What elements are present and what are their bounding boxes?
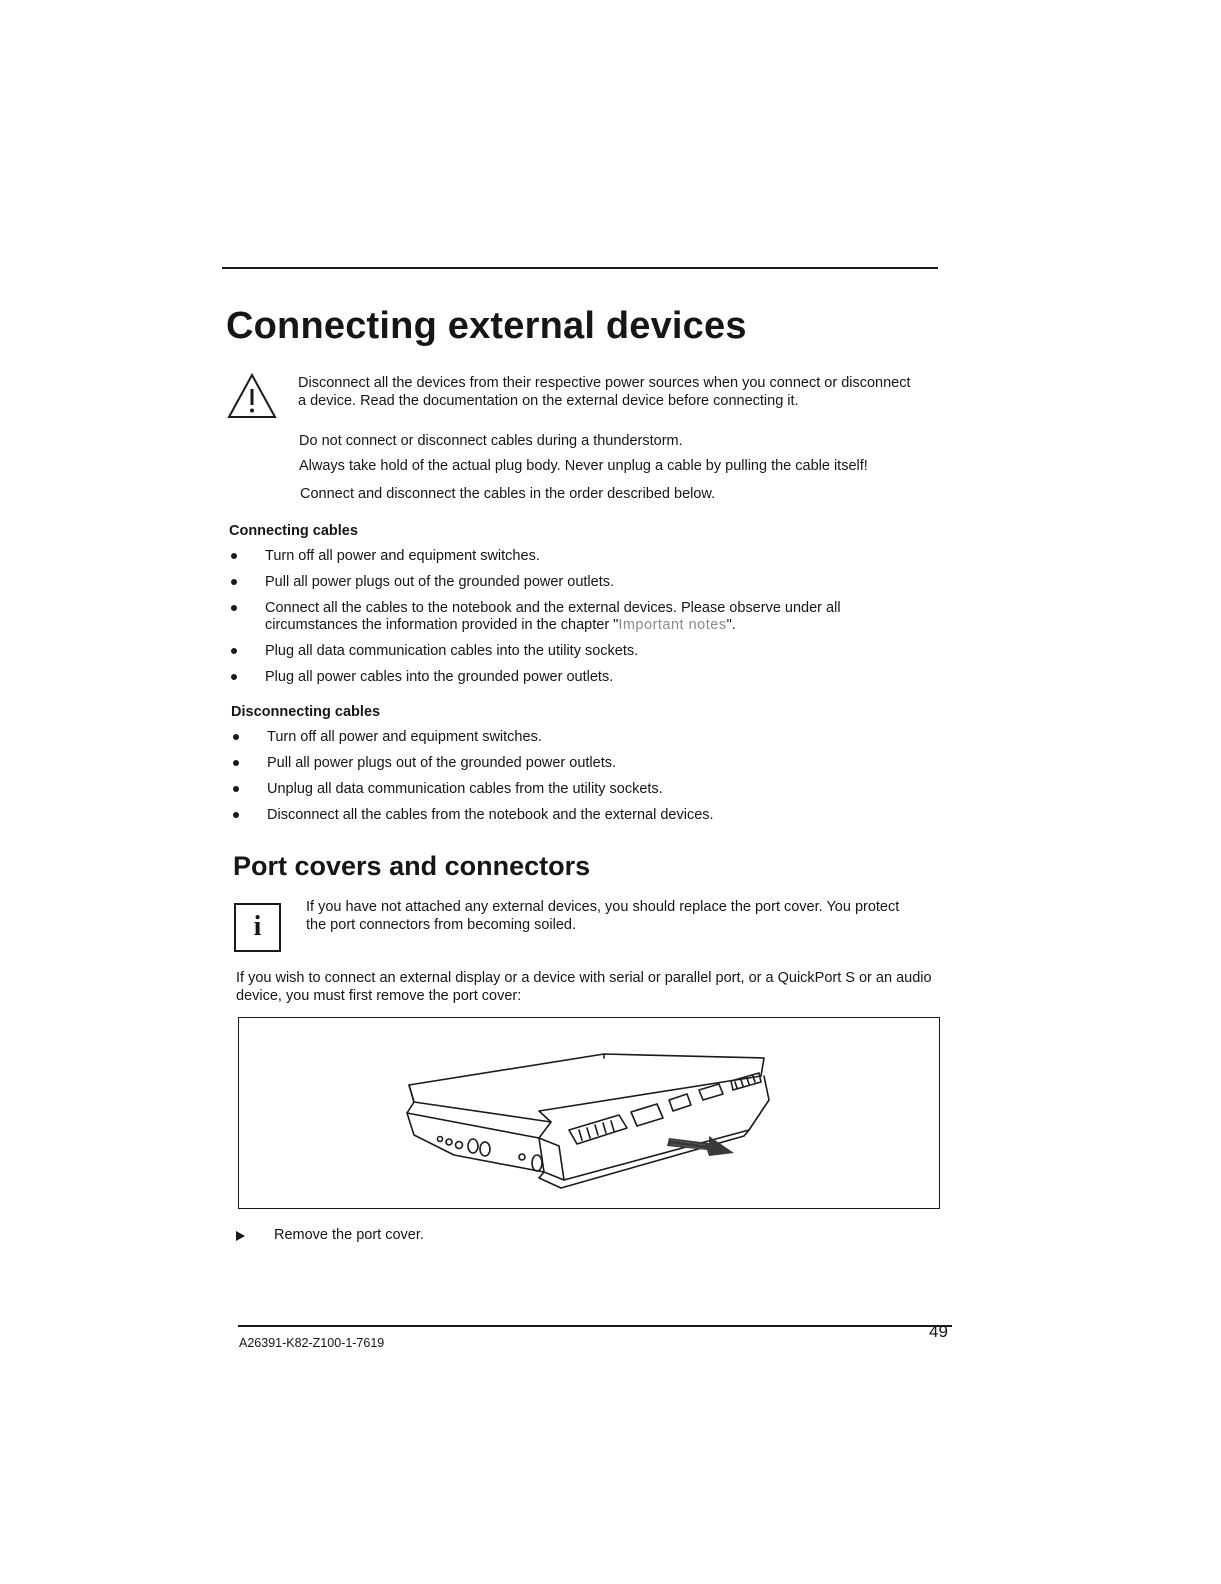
step-text: Remove the port cover. <box>274 1227 424 1243</box>
info-icon <box>234 903 281 952</box>
figure-frame <box>238 1017 940 1209</box>
list-item <box>229 669 919 686</box>
important-notes-link[interactable]: Important notes <box>618 617 727 633</box>
disconnecting-cables-list <box>231 729 921 824</box>
step-arrow-icon <box>236 1231 245 1241</box>
bullet-icon <box>233 812 239 818</box>
document-code: A26391-K82-Z100-1-7619 <box>239 1336 385 1350</box>
page-title: Connecting external devices <box>226 305 747 347</box>
list-item-text: Connect all the cables to the notebook and the external devices. Please observe under all circumstances the information provided in the chapter " <box>265 600 841 633</box>
top-rule <box>222 267 938 269</box>
xref-suffix: ". <box>726 617 736 633</box>
list-item-text: Pull all power plugs out of the grounded power outlets. <box>265 574 615 590</box>
bullet-icon <box>233 734 239 740</box>
list-item <box>231 755 921 772</box>
disconnecting-cables-heading: Disconnecting cables <box>231 704 381 720</box>
intro-paragraph: If you wish to connect an external display or a device with serial or parallel port, or a QuickPort S or an audio device, you must first remove the port cover: <box>236 970 932 1004</box>
bullet-icon <box>231 553 237 559</box>
bullet-icon <box>231 579 237 585</box>
connecting-cables-list <box>229 548 919 686</box>
info-letter: i <box>253 911 262 942</box>
bullet-icon <box>231 674 237 680</box>
list-item-text: Plug all data communication cables into the utility sockets. <box>265 643 639 659</box>
list-item-text: Disconnect all the cables from the notebook and the external devices. <box>267 807 714 823</box>
footer-rule <box>238 1325 952 1327</box>
list-item <box>229 574 919 591</box>
warning-triangle-icon <box>226 372 278 422</box>
list-item-text: Pull all power plugs out of the grounded power outlets. <box>267 755 617 771</box>
bullet-icon <box>231 648 237 654</box>
warning-text-3: Always take hold of the actual plug body. Never unplug a cable by pulling the cable itself! <box>299 458 868 474</box>
list-item <box>229 548 919 565</box>
warning-text-4: Connect and disconnect the cables in the order described below. <box>300 486 716 502</box>
notebook-port-cover-illustration <box>239 1018 939 1208</box>
page-number: 49 <box>929 1322 948 1341</box>
section-title: Port covers and connectors <box>233 851 591 881</box>
bullet-icon <box>233 786 239 792</box>
info-note-text: If you have not attached any external devices, you should replace the port cover. You protect the port connectors from becoming soiled. <box>306 899 900 933</box>
warning-text-1: Disconnect all the devices from their respective power sources when you connect or disconnect a device. Read the documentation on the external device before connecting it. <box>298 375 911 409</box>
list-item-text: Plug all power cables into the grounded power outlets. <box>265 669 614 685</box>
list-item <box>229 643 919 660</box>
list-item <box>231 781 921 798</box>
warning-text-2: Do not connect or disconnect cables during a thunderstorm. <box>299 433 683 449</box>
bullet-icon <box>231 605 237 611</box>
list-item-text: Unplug all data communication cables from the utility sockets. <box>267 781 663 797</box>
bullet-icon <box>233 760 239 766</box>
list-item <box>229 600 919 634</box>
removal-arrow-icon <box>667 1136 734 1156</box>
list-item <box>231 729 921 746</box>
connecting-cables-heading: Connecting cables <box>229 523 358 539</box>
list-item <box>231 807 921 824</box>
list-item-text: Turn off all power and equipment switches. <box>265 548 540 564</box>
list-item-text: Turn off all power and equipment switches. <box>267 729 542 745</box>
